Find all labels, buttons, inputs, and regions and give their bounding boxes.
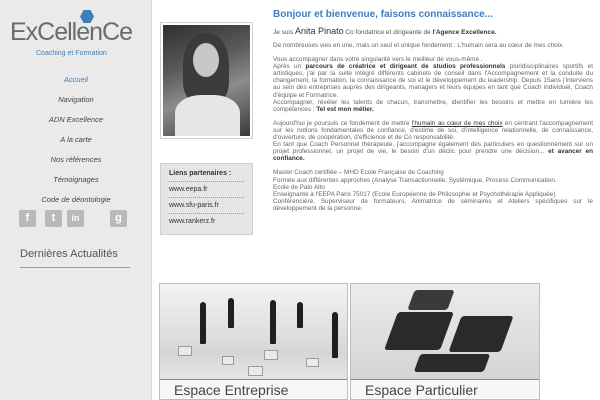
logo-tagline: Coaching et Formation [36,50,107,57]
nav-item-code-deontologie[interactable]: Code de déontologie [41,195,111,204]
linkedin-icon[interactable]: in [67,210,84,227]
nav-item-a-la-carte[interactable]: A la carte [60,135,92,144]
nav-item-adn-excellence[interactable]: ADN Excellence [48,115,104,124]
twitter-icon[interactable]: t [45,210,62,227]
paragraph: Vous accompagner dans votre singularité vers le meilleur de vous-même . Après un parcours de créatrice et dirigeant de studios professionnels pluridisciplinaires sportifs et artistiques, j'ai par la suite intégré différents cabinets de conseil dans l'Accompagnement et la conduite du changement, la formation, la connaissance de soi et le développement du leadership. Depuis 15ans j'interviens au sein des entreprises auprès des dirigeants, managers et leurs équipes en tant que Coach individuel, Coach d'équipe et Formatrice. Accompagner, révéler les talents de chacun, transmettre, identifier les besoins et mettre en lumière les compétences : Tel est mon métier. [273,56,594,113]
main-content [273,9,593,212]
author-name: Anita Pinato [295,26,344,36]
paragraph: Aujourd'hui je poursuis ce fondement de mettre l'humain au cœur de mes choix en centrant l'accompagnement sur les notions fondamentales de confiance, d'estime de soi, d'intelligence relationnelle, de connaissance, d'ouverture, de coopération, d'efficience et de Co responsabilité. En tant que Coach Personnel thérapeute, j'accompagne également des particuliers en questionnement sur un projet professionnel, un projet de vie, le besoin d'un déclic pour prendre une décision... et avancer en confiance. [273,119,594,163]
partner-links-title: Liens partenaires : [169,170,232,177]
espace-entreprise-banner[interactable] [159,283,348,400]
partner-link-sfu[interactable]: www.sfu-paris.fr [169,197,244,209]
divider [20,267,130,268]
latest-news-heading: Dernières Actualités [20,248,118,260]
espace-entreprise-label: Espace Entreprise [174,382,289,398]
espace-particulier-label: Espace Particulier [365,382,478,398]
nav-item-navigation[interactable]: Navigation [58,95,94,104]
credentials: Master Coach certifiée – MHD Ecole Française de Coaching Formée aux différentes approches (Analyse Transactionnelle, Systémique, Process Communication. Ecole de Palo Alto Enseignante à l'EEPA Paris 75017 (Ecole Européenne de Philosophie et Psychothérapie Appliquée) Conférencière, Superviseur de formateurs, Animatrice de séminaires et Ateliers spécifiques sur le développement de la personne. [273,169,593,212]
partner-link-rankerz[interactable]: www.rankerz.fr [169,213,244,225]
paragraph: De nombreuses vies en une, mais un seul et unique fondement : L'humain sera au cœur de mes choix. [273,42,565,49]
partner-link-eepa[interactable]: www.eepa.fr [169,181,244,193]
espace-particulier-label-bar [351,379,539,399]
espace-particulier-banner[interactable] [350,283,540,400]
inline-link[interactable]: l'humain au cœur de mes choix [411,119,503,127]
social-links [19,210,139,228]
nav-item-nos-references[interactable]: Nos références [50,155,102,164]
page-title: Bonjour et bienvenue, faisons connaissance... [273,9,494,20]
espace-entreprise-label-bar [160,379,347,399]
logo-wordmark: ExCellenCe [10,18,133,46]
viadeo-icon[interactable]: g [110,210,127,227]
intro-line: Je suis Anita Pinato Co fondatrice et dirigeante de l'Agence Excellence. [273,26,497,36]
sidebar [0,0,152,400]
portrait-photo [160,22,253,139]
site-logo[interactable] [10,10,142,62]
partner-links-box [160,163,253,235]
main-nav [0,70,152,210]
facebook-icon[interactable]: f [19,210,36,227]
nav-item-temoignages[interactable]: Témoignages [53,175,99,184]
nav-item-accueil[interactable]: Accueil [63,75,89,84]
